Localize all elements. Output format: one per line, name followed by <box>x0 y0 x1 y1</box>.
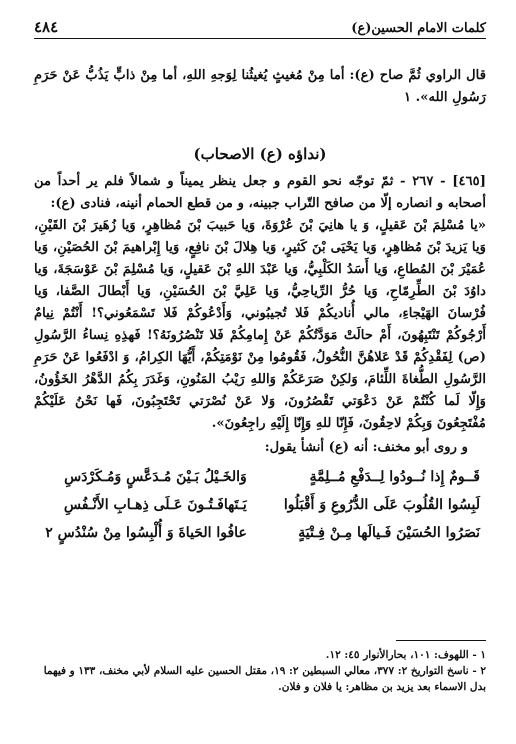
page-header <box>34 10 486 39</box>
poem-verse <box>40 519 480 547</box>
footnote: ١ - اللهوف: ١٠١، بحارالأنوار ٤٥: ١٢. <box>325 649 486 661</box>
verse-second-hemistich: يَـتَهافَـتُـونَ عَـلَى ذِهـابِ الأَنْـفُسِ <box>63 497 247 513</box>
footnotes <box>34 640 486 695</box>
footnote: ٢ - ناسخ التواريخ ٢: ٣٧٧، معالي السبطين ٢: ١٩، مقتل الحسين عليه السلام لأبي مخنف، ١٣٣ و فيهما بدل الاسماء بعد يزيد بن مظاهر: يا فلان و فلان. <box>43 665 486 693</box>
page-number: ٤٨٤ <box>34 18 59 36</box>
poem <box>34 463 486 547</box>
verse-first-hemistich: نَصَرُوا الحُسَيْنَ فَـيالَها مِـنْ فِـتْيَةٍ <box>298 525 480 541</box>
book-page <box>34 10 486 734</box>
poem-intro: و روى أبو مخنف: أنه (ع) أنشأ يقول: <box>264 440 468 455</box>
opening-paragraph: قال الراوي ثُمَّ صاح (ع): أما مِنْ مُغيثٍ يُغيثُنا لِوَجهِ اللهِ، أما مِنْ ذابٍّ يَذُبُّ عَنْ حَرَمِ رَسُولِ الله». ١ <box>34 68 486 105</box>
entry-intro <box>34 171 486 215</box>
section-title: (نداؤه (ع) الاصحاب) <box>193 145 327 163</box>
poem-verse <box>40 491 480 519</box>
poem-verse <box>40 463 480 491</box>
verse-second-hemistich: وَالخَـيْلُ بَـيْنَ مُـدَعَّسٍ وَمُـكَرْدَسِ <box>64 469 247 485</box>
verse-first-hemistich: لَبِسُوا القُلُوبَ عَلَى الدُّرُوعِ وَ أَقْبَلُوا <box>283 497 480 513</box>
speech-text: «يا مُسْلِمَ بْنَ عَقيلٍ، وَ يا هانِيَ بْنَ عُرْوَةَ، وَيا حَبيبَ بْنَ مُظاهِرٍ، وَيا زُهَيرَ بْنَ القَيْنِ، وَيا يَزيدَ بْنَ مُظاهِرٍ، وَيا يَحْيَى بْنَ كَثيرٍ، وَيا هِلالَ بْنَ نافِعٍ، وَيا إِبْراهيمَ بْنَ الحُصَيْنِ، وَيا عُمَيْرَ بْنَ المُطاعِ، وَيا أَسَدُ الكَلْبِيُّ، وَيا عَبْدَ اللهِ بْنَ عَقيلٍ، وَيا مُسْلِمَ بْنَ عَوْسَجَةَ، وَيا داوُدَ بْنَ الطِّرِمّاحِ، وَيا حُرُّ الرِّياحِيُّ، وَيا عَلِيَّ بْنَ الحُسَيْنِ، وَيا أَبْطالَ الصَّفا، وَيا فُرْسانَ الهَيْجاءِ، مالي أُناديكُمْ فَلا تُجيبُوني، وَأَدْعُوكُمْ فَلا تَسْمَعُوني؟! أَنْتُمْ نِيامٌ أَرْجُوكُمْ تَنْتَبِهُونَ، أَمْ حالَتْ مَوَدَّتُكُمْ عَنْ إِمامِكُمْ فَلا تَنْصُرُونَهُ؟! فَهذِهِ نِساءُ الرَّسُولِ (ص) لِفَقْدِكُمْ قَدْ عَلاهُنَّ النُّحُولُ، فَقُومُوا مِنْ نَوْمَتِكُمْ، أَيُّهَا الكِرامُ، وَ ادْفَعُوا عَنْ حَرَمِ الرَّسُولِ الطُّغاةَ اللِّئامَ، وَلكِنْ صَرَعَكُمْ وَاللهِ رَيْبُ المَنُونِ، وَغَدَرَ بِكُمُ الدَّهْرُ الخَؤُونُ، وَإِلّا لَما كُنْتُمْ عَنْ دَعْوَتي تَقْصُرُونَ، وَلا عَنْ نُصْرَتي تَحْتَجِبُونَ، فَها نَحْنُ عَلَيْكُمْ مُفْتَجِعُونَ وَبِكُمْ لاحِقُونَ، فَإِنّا للهِ وَإِنّا إِلَيْهِ راجِعُونَ». <box>34 218 486 431</box>
entry-intro-text: - ٢٦٧ - ثمّ توجّه نحو القوم و جعل ينظر يميناً و شمالاً فلم ير أحداً من أصحابه و انصاره إلّا من صافح التّراب جبينه، و من قطع الحمام أنينه، فنادى (ع): <box>34 174 486 211</box>
running-title: كلمات الامام الحسين(ع) <box>351 21 486 36</box>
verse-first-hemistich: قَــومٌ إِذا نُــودُوا لِــدَفْعِ مُــلِمَّةٍ <box>309 469 480 485</box>
entry-number: [٤٦٥] <box>452 174 487 189</box>
verse-second-hemistich: عافُوا الحَياةَ وَ أُلْبِسُوا مِنْ سُنْدُسٍ ٢ <box>45 525 247 541</box>
footnote-divider <box>396 640 486 641</box>
